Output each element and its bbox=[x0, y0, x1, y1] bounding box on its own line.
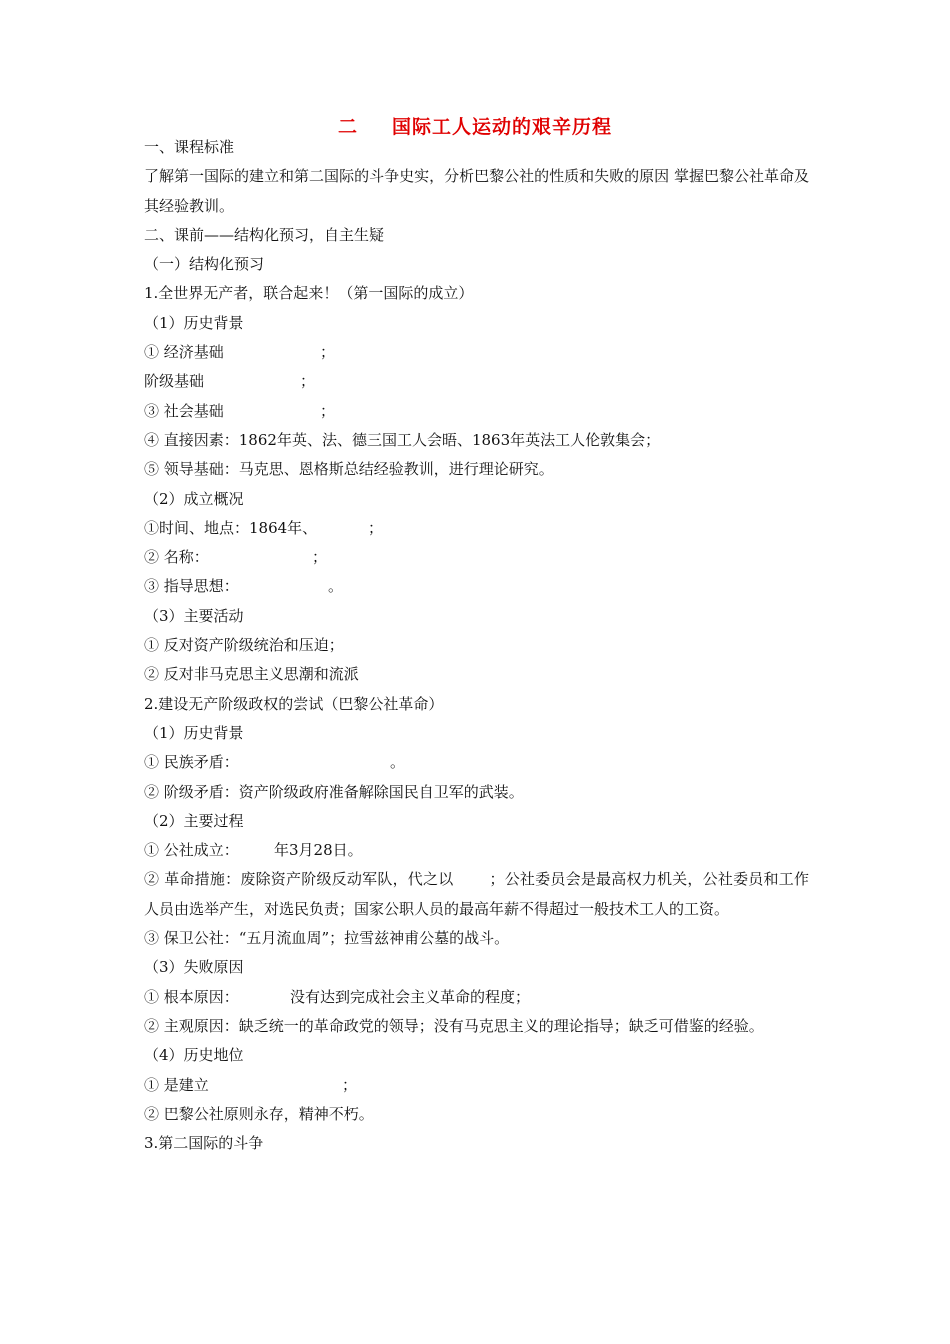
section-heading: 二、课前——结构化预习，自主生疑 bbox=[144, 225, 385, 244]
fill-blank-line bbox=[144, 572, 809, 601]
line-label: ③ 社会基础 bbox=[144, 401, 224, 420]
line-label: ② 革命措施：废除资产阶级反动军队，代之以 bbox=[144, 870, 454, 889]
punctuation: ； bbox=[342, 1075, 358, 1094]
punctuation: ； bbox=[320, 343, 336, 362]
line-label: ①时间、地点：1864年、 bbox=[144, 518, 318, 537]
fill-blank-line bbox=[144, 1071, 809, 1100]
section-heading: 一、课程标准 bbox=[144, 138, 235, 156]
punctuation: 。 bbox=[390, 753, 406, 772]
fill-blank-line bbox=[144, 367, 809, 396]
item-heading: （1）历史背景 bbox=[144, 723, 244, 742]
fill-blank-line bbox=[144, 514, 809, 543]
list-item: ③ 保卫公社：“五月流血周”；拉雪兹神甫公墓的战斗。 bbox=[144, 929, 510, 948]
line-label: ① 经济基础 bbox=[144, 343, 224, 362]
list-item: ⑤ 领导基础：马克思、恩格斯总结经验教训，进行理论研究。 bbox=[144, 460, 554, 479]
topic-heading: 2.建设无产阶级政权的尝试（巴黎公社革命） bbox=[144, 694, 444, 713]
topic-heading: 1.全世界无产者，联合起来！（第一国际的成立） bbox=[144, 284, 474, 303]
line-label: ② 名称： bbox=[144, 548, 209, 567]
paragraph: ② 主观原因：缺乏统一的革命政党的领导；没有马克思主义的理论指导；缺乏可借鉴的经验。 bbox=[144, 1016, 764, 1035]
list-item: ② 反对非马克思主义思潮和流派 bbox=[144, 665, 359, 684]
paragraph: 了解第一国际的建立和第二国际的斗争史实，分析巴黎公社的性质和失败的原因 掌握巴黎公社革命及其经验教训。 bbox=[144, 167, 809, 215]
punctuation: 。 bbox=[328, 577, 344, 596]
line-label: ③ 指导思想： bbox=[144, 577, 239, 596]
item-heading: （2）成立概况 bbox=[144, 489, 244, 508]
list-item: ② 阶级矛盾：资产阶级政府准备解除国民自卫军的武装。 bbox=[144, 782, 524, 801]
document-body bbox=[144, 133, 809, 1158]
punctuation: ； bbox=[368, 518, 384, 537]
paragraph bbox=[144, 865, 809, 924]
line-label: ① 是建立 bbox=[144, 1075, 209, 1094]
item-heading: （2）主要过程 bbox=[144, 811, 244, 830]
line-suffix: 没有达到完成社会主义革命的程度； bbox=[290, 987, 531, 1006]
punctuation: ； bbox=[312, 548, 328, 567]
fill-blank-line bbox=[144, 397, 809, 426]
item-heading: （3）失败原因 bbox=[144, 958, 244, 977]
item-heading: （3）主要活动 bbox=[144, 606, 244, 625]
topic-heading: 3.第二国际的斗争 bbox=[144, 1134, 264, 1153]
line-suffix: ；公社委员会是最高权力机关，公社委员和工作人员由选举产生，对选民负责；国家公职人员的最高年薪不得超过一般技术工人的工资。 bbox=[144, 870, 809, 918]
fill-blank-line bbox=[144, 338, 809, 367]
line-suffix: 年3月28日。 bbox=[274, 841, 363, 860]
line-label: ① 民族矛盾： bbox=[144, 753, 239, 772]
punctuation: ； bbox=[300, 372, 316, 391]
fill-blank-line bbox=[144, 748, 809, 777]
line-label: ① 根本原因： bbox=[144, 987, 239, 1006]
subsection-heading: （一）结构化预习 bbox=[144, 255, 265, 274]
title-text: 国际工人运动的艰辛历程 bbox=[392, 116, 613, 138]
fill-blank-line bbox=[144, 836, 809, 865]
list-item: ④ 直接因素：1862年英、法、德三国工人会晤、1863年英法工人伦敦集会； bbox=[144, 430, 661, 449]
item-heading: （4）历史地位 bbox=[144, 1046, 244, 1065]
fill-blank-line bbox=[144, 983, 809, 1012]
punctuation: ； bbox=[320, 401, 336, 420]
list-item: ② 巴黎公社原则永存，精神不朽。 bbox=[144, 1104, 374, 1123]
fill-blank-line bbox=[144, 543, 809, 572]
line-label: 阶级基础 bbox=[144, 372, 205, 391]
line-label: ① 公社成立： bbox=[144, 841, 239, 860]
item-heading: （1）历史背景 bbox=[144, 313, 244, 332]
list-item: ① 反对资产阶级统治和压迫； bbox=[144, 636, 344, 655]
title-number: 二 bbox=[337, 116, 358, 138]
